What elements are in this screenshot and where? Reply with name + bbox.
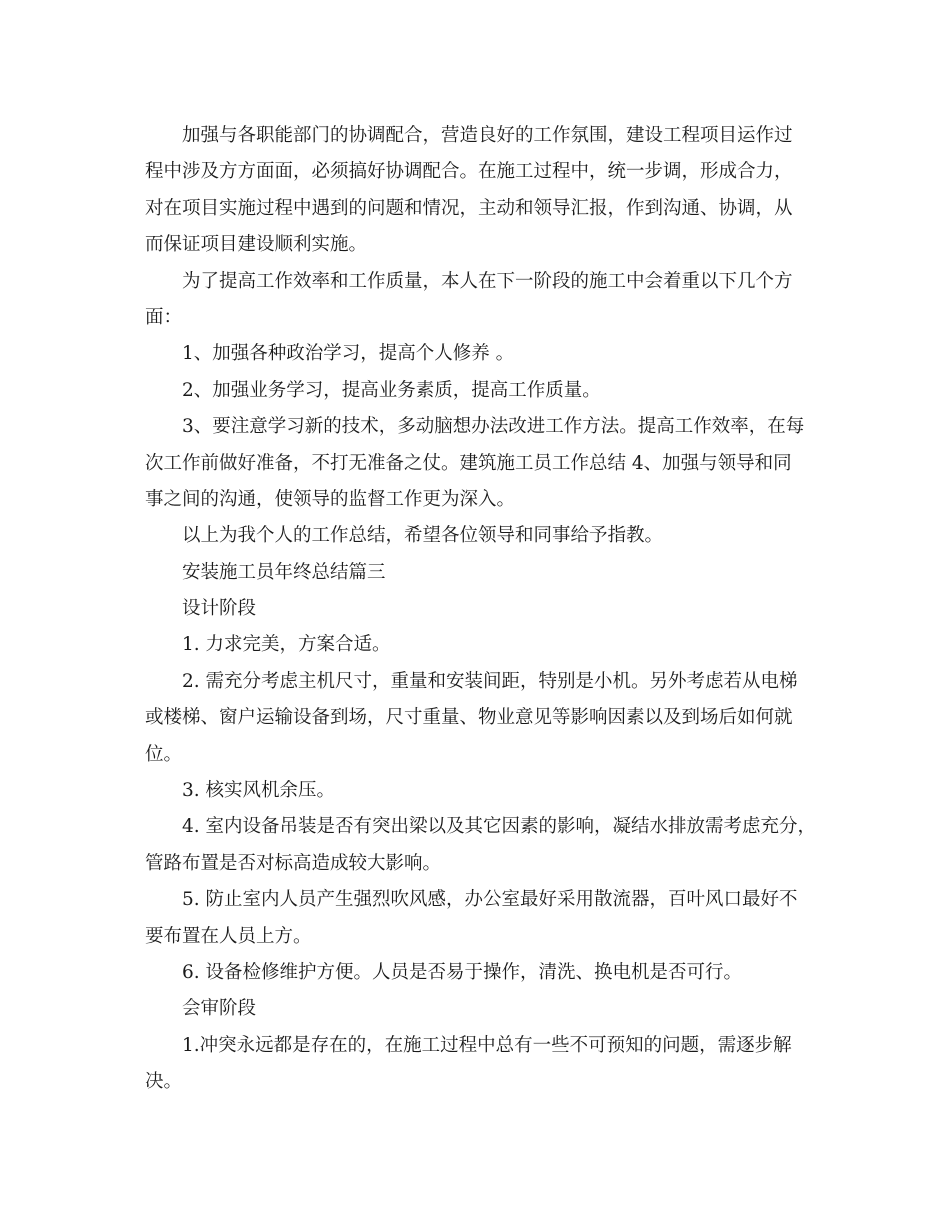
paragraph-line: 面：: [145, 306, 183, 328]
paragraph-line: 管路布置是否对标高造成较大影响。: [145, 852, 442, 874]
list-item-line: 3、要注意学习新的技术，多动脑想办法改进工作方法。提高工作效率，在每: [182, 416, 805, 438]
section-heading: 安装施工员年终总结篇三: [182, 561, 386, 583]
list-item-line: 3. 核实风机余压。: [182, 780, 336, 802]
document-body: [145, 118, 825, 1101]
list-item-line: 2、加强业务学习，提高业务素质，提高工作质量。: [182, 379, 601, 401]
list-item-line: 1.冲突永远都是存在的，在施工过程中总有一些不可预知的问题，需逐步解: [182, 1034, 792, 1056]
paragraph-line: 程中涉及方方面面，必须搞好协调配合。在施工过程中，统一步调，形成合力，: [145, 161, 793, 183]
list-item-line: 4. 室内设备吊装是否有突出梁以及其它因素的影响，凝结水排放需考虑充分，: [182, 816, 817, 838]
subsection-heading: 设计阶段: [182, 598, 257, 620]
paragraph-line: 次工作前做好准备，不打无准备之仗。建筑施工员工作总结 4、加强与领导和同: [145, 452, 792, 474]
paragraph-line: 决。: [145, 1071, 183, 1093]
paragraph-line: 而保证项目建设顺利实施。: [145, 234, 368, 256]
paragraph-line: 加强与各职能部门的协调配合，营造良好的工作氛围，建设工程项目运作过: [182, 125, 793, 146]
subsection-heading: 会审阶段: [182, 998, 257, 1020]
list-item-line: 1、加强各种政治学习，提高个人修养 。: [182, 343, 515, 365]
list-item-line: 1. 力求完美，方案合适。: [182, 634, 391, 656]
paragraph-line: 以上为我个人的工作总结，希望各位领导和同事给予指教。: [182, 525, 664, 547]
paragraph-line: 事之间的沟通，使领导的监督工作更为深入。: [145, 488, 516, 510]
paragraph-line: 位。: [145, 743, 183, 765]
paragraph-line: 对在项目实施过程中遇到的问题和情况，主动和领导汇报，作到沟通、协调，从: [145, 197, 793, 219]
list-item-line: 6. 设备检修维护方便。人员是否易于操作，清洗、换电机是否可行。: [182, 961, 743, 983]
list-item-line: 2. 需充分考虑主机尺寸，重量和安装间距，特别是小机。另外考虑若从电梯: [182, 670, 798, 692]
paragraph-line: 为了提高工作效率和工作质量，本人在下一阶段的施工中会着重以下几个方: [182, 270, 793, 292]
paragraph-line: 要布置在人员上方。: [145, 925, 312, 947]
paragraph-line: 或楼梯、窗户运输设备到场，尺寸重量、物业意见等影响因素以及到场后如何就: [145, 707, 793, 729]
list-item-line: 5. 防止室内人员产生强烈吹风感，办公室最好采用散流器，百叶风口最好不: [182, 889, 798, 911]
